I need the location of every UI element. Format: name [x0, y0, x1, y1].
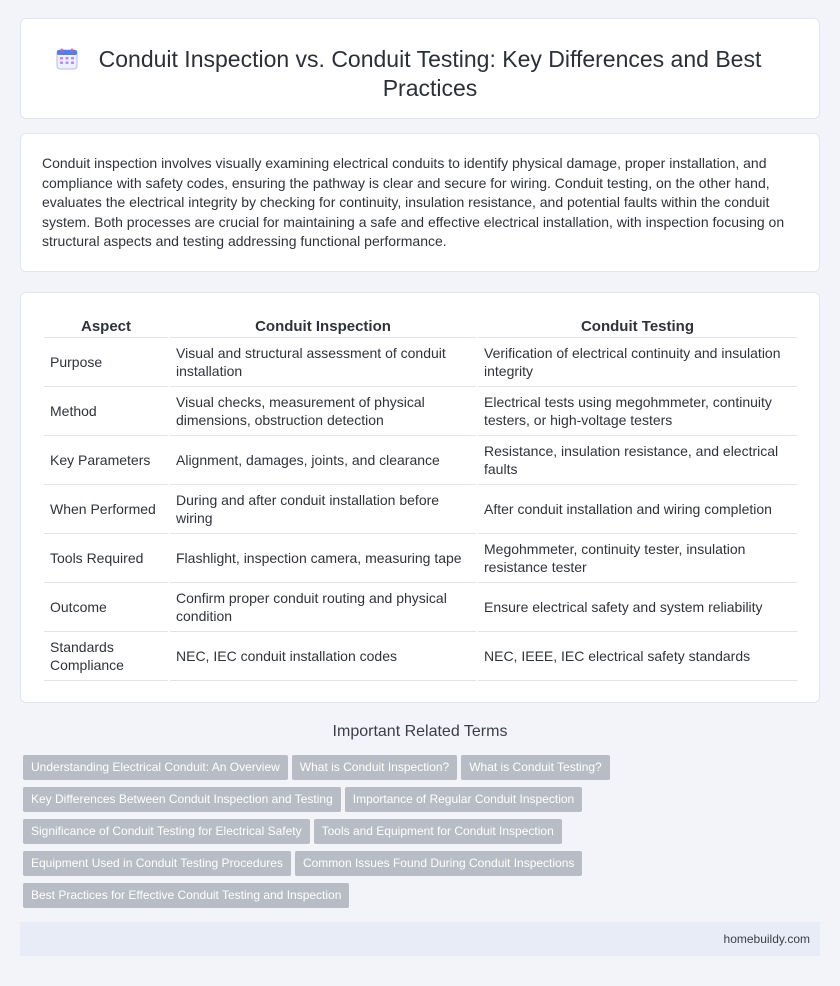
intro-card [20, 133, 820, 272]
column-header-testing: Conduit Testing [478, 314, 797, 338]
related-terms-heading: Important Related Terms [332, 723, 508, 740]
testing-cell: Electrical tests using megohmmeter, continuity testers, or high-voltage testers [478, 387, 797, 436]
inspection-cell: Visual and structural assessment of conduit installation [170, 338, 476, 387]
inspection-cell: Confirm proper conduit routing and physical condition [170, 583, 476, 632]
column-header-inspection: Conduit Inspection [170, 314, 476, 338]
inspection-cell: Flashlight, inspection camera, measuring tape [170, 534, 476, 583]
table-row [44, 583, 797, 632]
table-row [44, 436, 797, 485]
testing-cell: Verification of electrical continuity and insulation integrity [478, 338, 797, 387]
header-card [20, 18, 820, 119]
footer-site-link[interactable]: homebuildy.com [723, 932, 810, 946]
related-term-link[interactable]: Equipment Used in Conduit Testing Procedures [23, 851, 291, 876]
aspect-cell: Key Parameters [44, 436, 168, 485]
table-row [44, 534, 797, 583]
table-row [44, 338, 797, 387]
comparison-table [42, 314, 799, 681]
related-term-link[interactable]: Understanding Electrical Conduit: An Overview [23, 755, 288, 780]
table-header-row [44, 314, 797, 338]
inspection-cell: Alignment, damages, joints, and clearance [170, 436, 476, 485]
related-term-link[interactable]: Best Practices for Effective Conduit Testing and Inspection [23, 883, 349, 908]
aspect-cell: When Performed [44, 485, 168, 534]
inspection-cell: Visual checks, measurement of physical dimensions, obstruction detection [170, 387, 476, 436]
column-header-aspect: Aspect [44, 314, 168, 338]
testing-cell: Resistance, insulation resistance, and electrical faults [478, 436, 797, 485]
table-row [44, 387, 797, 436]
testing-cell: After conduit installation and wiring completion [478, 485, 797, 534]
related-term-link[interactable]: Key Differences Between Conduit Inspection and Testing [23, 787, 341, 812]
aspect-cell: Standards Compliance [44, 632, 168, 681]
testing-cell: Ensure electrical safety and system reliability [478, 583, 797, 632]
intro-paragraph: Conduit inspection involves visually examining electrical conduits to identify physical damage, proper installation, and compliance with safety codes, ensuring the pathway is clear and secure for wiring. Conduit testing, on the other hand, evaluates the electrical integrity by checking for continuity, insulation resistance, and potential faults within the conduit system. Both processes are crucial for maintaining a safe and effective electrical installation, with inspection focusing on structural aspects and testing addressing functional performance. [42, 155, 785, 250]
aspect-cell: Outcome [44, 583, 168, 632]
related-term-link[interactable]: What is Conduit Testing? [461, 755, 610, 780]
page-title: Conduit Inspection vs. Conduit Testing: Key Differences and Best Practices [98, 46, 762, 101]
inspection-cell: During and after conduit installation before wiring [170, 485, 476, 534]
table-row [44, 632, 797, 681]
related-term-link[interactable]: Tools and Equipment for Conduit Inspection [314, 819, 562, 844]
related-term-link[interactable]: Significance of Conduit Testing for Electrical Safety [23, 819, 310, 844]
related-term-link[interactable]: What is Conduit Inspection? [292, 755, 457, 780]
aspect-cell: Tools Required [44, 534, 168, 583]
related-term-link[interactable]: Common Issues Found During Conduit Inspections [295, 851, 582, 876]
table-row [44, 485, 797, 534]
testing-cell: NEC, IEEE, IEC electrical safety standards [478, 632, 797, 681]
related-terms-list [23, 755, 623, 915]
aspect-cell: Method [44, 387, 168, 436]
aspect-cell: Purpose [44, 338, 168, 387]
inspection-cell: NEC, IEC conduit installation codes [170, 632, 476, 681]
comparison-table-card [20, 292, 820, 703]
related-term-link[interactable]: Importance of Regular Conduit Inspection [345, 787, 582, 812]
footer [20, 922, 820, 956]
testing-cell: Megohmmeter, continuity tester, insulation resistance tester [478, 534, 797, 583]
